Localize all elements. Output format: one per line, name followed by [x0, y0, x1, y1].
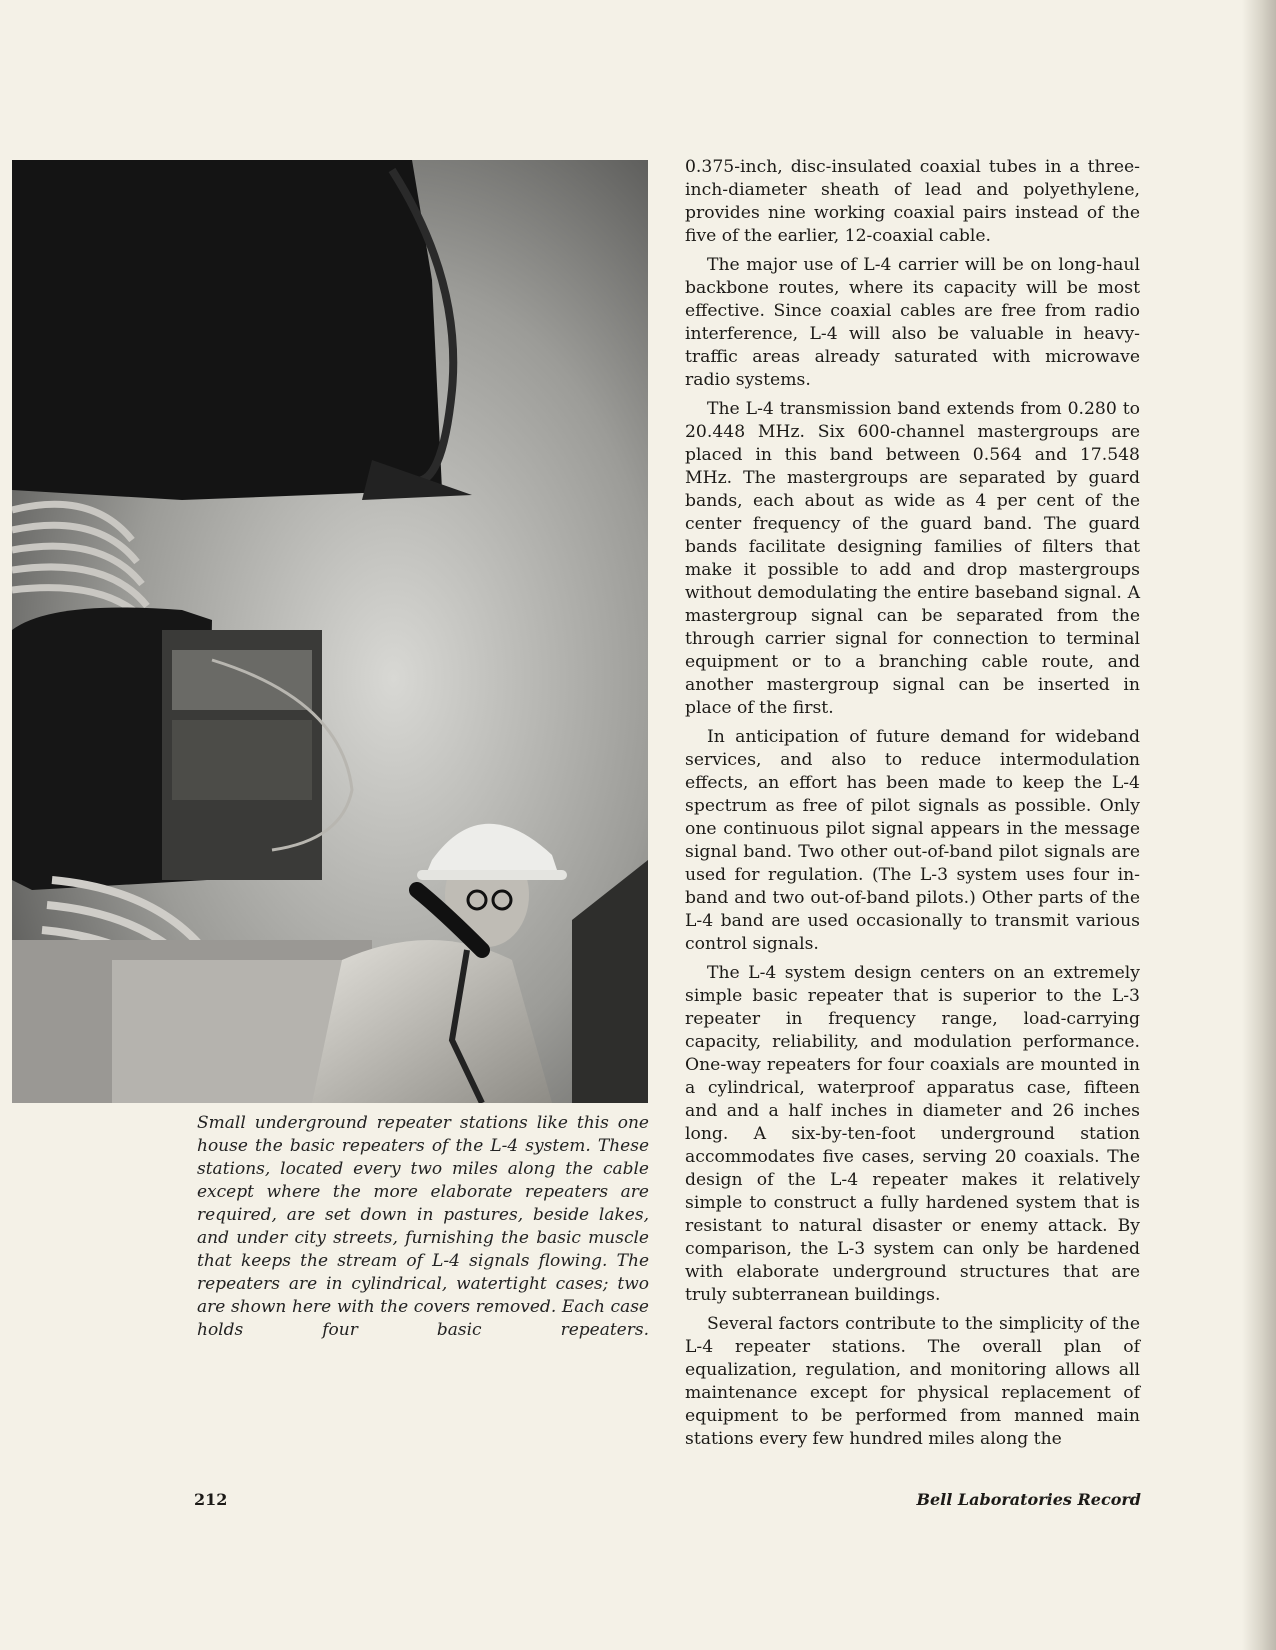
- article-column: [685, 156, 1140, 1457]
- repeater-station-photo: [12, 160, 648, 1103]
- paragraph: The major use of L-4 carrier will be on long-haul backbone routes, where its capacity will be most effective. Since coaxial cables are free from radio interference, L-4 will also be valuable in heavy-traffic areas already saturated with microwave radio systems.: [685, 255, 1140, 390]
- publication-title: Bell Laboratories Record: [916, 1490, 1141, 1509]
- paragraph: In anticipation of future demand for wideband services, and also to reduce intermodulation effects, an effort has been made to keep the L-4 spectrum as free of pilot signals as possible. Only one continuous pilot signal appears in the message signal band. Two other out-of-band pilot signals are used for regulation. (The L-3 system uses four in-band and two out-of-band pilots.) Other parts of the L-4 band are used occasionally to transmit various control signals.: [685, 727, 1140, 954]
- paragraph: 0.375-inch, disc-insulated coaxial tubes in a three-inch-diameter sheath of lead and polyethylene, provides nine working coaxial pairs instead of the five of the earlier, 12-coaxial cable.: [685, 157, 1140, 246]
- page-number: 212: [194, 1490, 228, 1509]
- paragraph: The L-4 transmission band extends from 0.280 to 20.448 MHz. Six 600-channel mastergroups are placed in this band between 0.564 and 17.548 MHz. The mastergroups are separated by guard bands, each about as wide as 4 per cent of the center frequency of the guard band. The guard bands facilitate designing families of filters that make it possible to add and drop mastergroups without demodulating the entire baseband signal. A mastergroup signal can be separated from the through carrier signal for connection to terminal equipment or to a branching cable route, and another mastergroup signal can be inserted in place of the first.: [685, 399, 1140, 718]
- paragraph: Several factors contribute to the simplicity of the L-4 repeater stations. The overall plan of equalization, regulation, and monitoring allows all maintenance except for physical replacement of equipment to be performed from manned main stations every few hundred miles along the: [685, 1314, 1140, 1449]
- page-edge-shadow: [1242, 0, 1276, 1650]
- paragraph: The L-4 system design centers on an extremely simple basic repeater that is superior to the L-3 repeater in frequency range, load-carrying capacity, reliability, and modulation performance. One-way repeaters for four coaxials are mounted in a cylindrical, waterproof apparatus case, fifteen and and a half inches in diameter and 26 inches long. A six-by-ten-foot underground station accommodates five cases, serving 20 coaxials. The design of the L-4 repeater makes it relatively simple to construct a fully hardened system that is resistant to natural disaster or enemy attack. By comparison, the L-3 system can only be hardened with elaborate underground structures that are truly subterranean buildings.: [685, 963, 1140, 1305]
- photo-caption: Small underground repeater stations like this one house the basic repeaters of the L-4 system. These stations, located every two miles along the cable except where the more elaborate repeaters are required, are set down in pastures, beside lakes, and under city streets, furnishing the basic muscle that keeps the stream of L-4 signals flowing. The repeaters are in cylindrical, watertight cases; two are shown here with the covers removed. Each case holds four basic repeaters.: [197, 1113, 649, 1340]
